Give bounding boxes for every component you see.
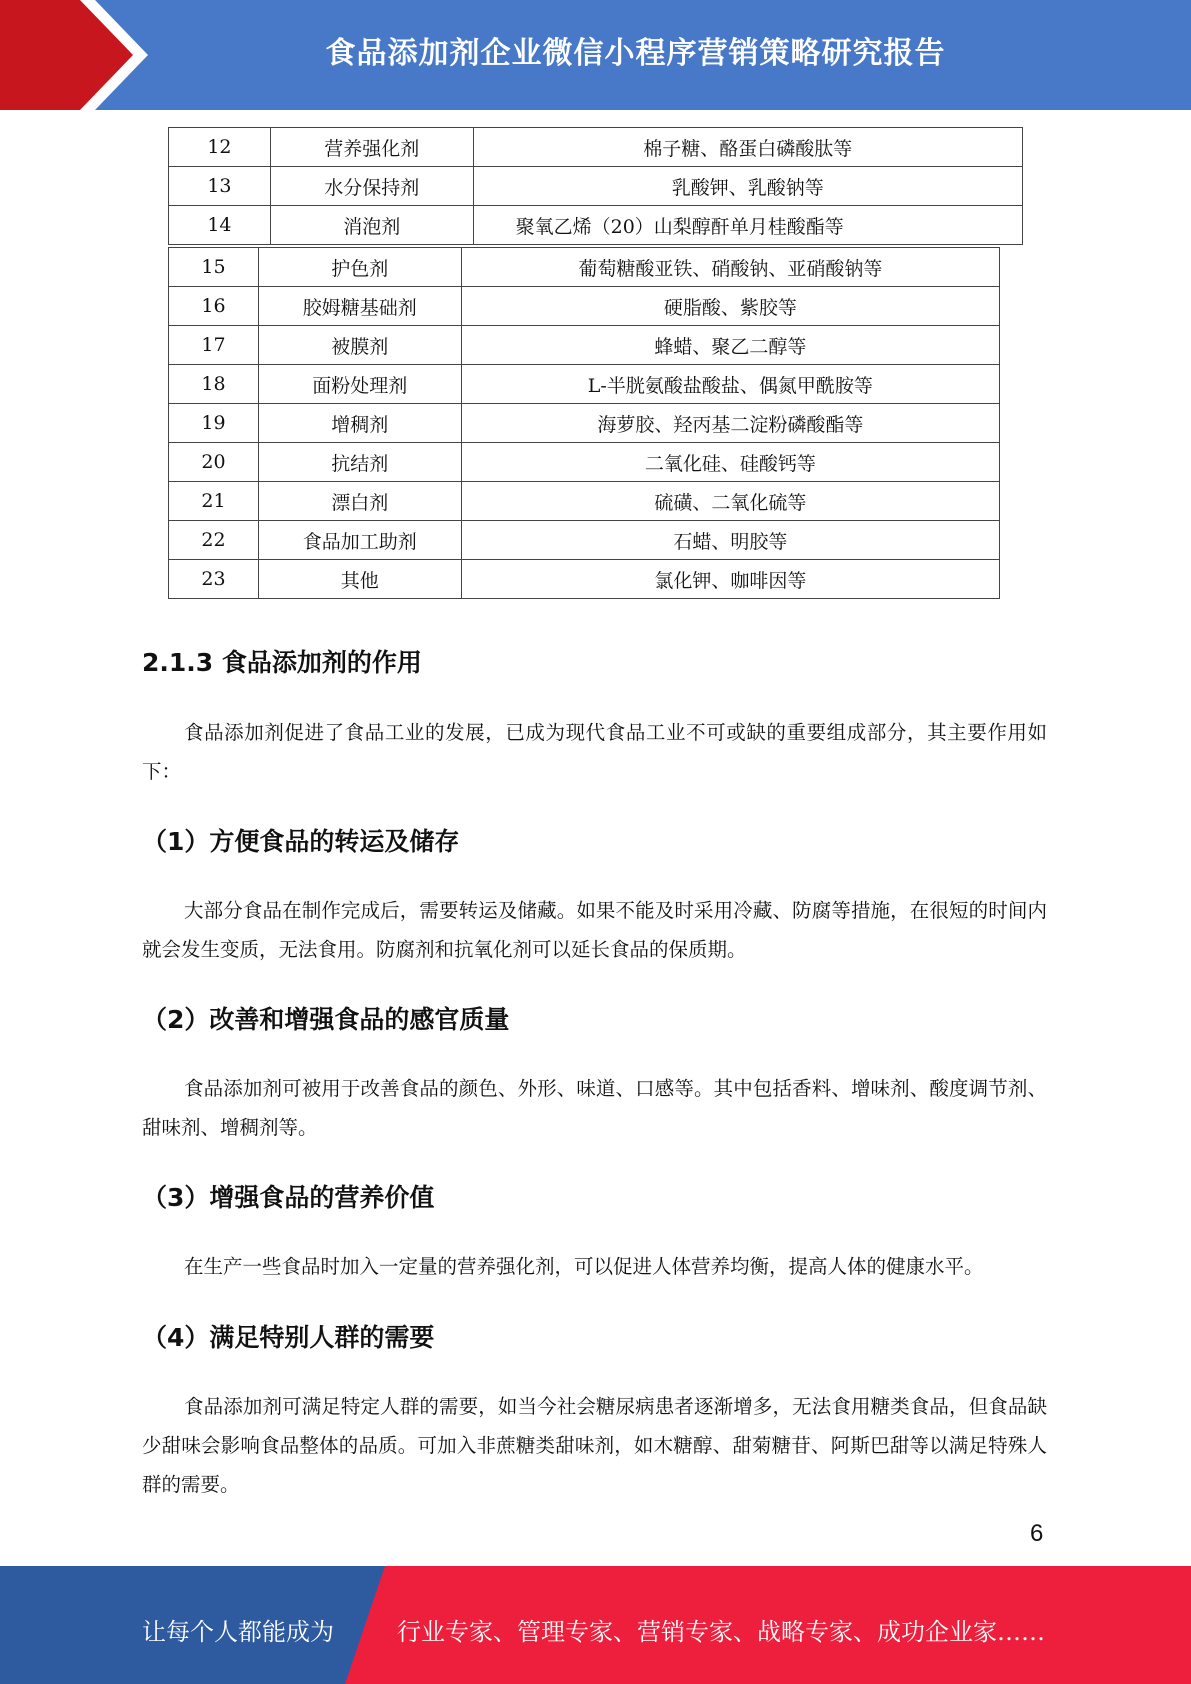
additive-category: 漂白剂 bbox=[258, 482, 461, 521]
additive-category: 被膜剂 bbox=[258, 326, 461, 365]
row-number: 23 bbox=[169, 560, 259, 599]
row-number: 22 bbox=[169, 521, 259, 560]
paragraph-sensory-quality: 食品添加剂可被用于改善食品的颜色、外形、味道、口感等。其中包括香料、增味剂、酸度调节剂、甜味剂、增稠剂等。 bbox=[142, 1077, 1047, 1139]
intro-paragraph: 食品添加剂促进了食品工业的发展，已成为现代食品工业不可或缺的重要组成部分，其主要作用如下： bbox=[142, 721, 1047, 783]
footer-slogan-left: 让每个人都能成为 bbox=[142, 1618, 334, 1646]
additive-examples: 石蜡、明胶等 bbox=[461, 521, 999, 560]
additive-examples: 硫磺、二氧化硫等 bbox=[461, 482, 999, 521]
row-number: 18 bbox=[169, 365, 259, 404]
additive-examples: 聚氧乙烯（20）山梨醇酐单月桂酸酯等 bbox=[473, 206, 1022, 245]
row-number: 21 bbox=[169, 482, 259, 521]
additive-examples: 乳酸钾、乳酸钠等 bbox=[473, 167, 1022, 206]
additive-examples: 海萝胶、羟丙基二淀粉磷酸酯等 bbox=[461, 404, 999, 443]
table-row bbox=[169, 206, 1023, 245]
table-row bbox=[169, 128, 1023, 167]
row-number: 15 bbox=[169, 248, 259, 287]
additive-category: 抗结剂 bbox=[258, 443, 461, 482]
additive-table-part-a bbox=[168, 127, 1023, 245]
subheading-nutrition: （3）增强食品的营养价值 bbox=[142, 1183, 435, 1212]
additive-category: 消泡剂 bbox=[270, 206, 473, 245]
subheading-special-groups: （4）满足特别人群的需要 bbox=[142, 1323, 435, 1352]
table-row bbox=[169, 404, 1000, 443]
additive-category: 食品加工助剂 bbox=[258, 521, 461, 560]
table-row bbox=[169, 287, 1000, 326]
row-number: 14 bbox=[169, 206, 271, 245]
subheading-sensory-quality: （2）改善和增强食品的感官质量 bbox=[142, 1005, 510, 1034]
paragraph-nutrition: 在生产一些食品时加入一定量的营养强化剂，可以促进人体营养均衡，提高人体的健康水平。 bbox=[184, 1255, 984, 1278]
row-number: 20 bbox=[169, 443, 259, 482]
additive-category: 增稠剂 bbox=[258, 404, 461, 443]
additive-examples: L-半胱氨酸盐酸盐、偶氮甲酰胺等 bbox=[461, 365, 999, 404]
table-row bbox=[169, 326, 1000, 365]
table-row bbox=[169, 365, 1000, 404]
table-row bbox=[169, 482, 1000, 521]
row-number: 12 bbox=[169, 128, 271, 167]
document-title: 食品添加剂企业微信小程序营销策略研究报告 bbox=[325, 36, 946, 71]
table-row bbox=[169, 248, 1000, 287]
additive-category: 水分保持剂 bbox=[270, 167, 473, 206]
paragraph-special-groups: 食品添加剂可满足特定人群的需要，如当今社会糖尿病患者逐渐增多，无法食用糖类食品，但食品缺少甜味会影响食品整体的品质。可加入非蔗糖类甜味剂，如木糖醇、甜菊糖苷、阿斯巴甜等以满足特殊人群的需要。 bbox=[142, 1395, 1047, 1496]
row-number: 13 bbox=[169, 167, 271, 206]
page-header bbox=[0, 0, 1191, 110]
table-row bbox=[169, 521, 1000, 560]
additive-examples: 硬脂酸、紫胶等 bbox=[461, 287, 999, 326]
additive-table-part-b bbox=[168, 247, 1000, 599]
row-number: 19 bbox=[169, 404, 259, 443]
table-row bbox=[169, 443, 1000, 482]
page-footer bbox=[0, 1566, 1191, 1684]
table-row bbox=[169, 560, 1000, 599]
subheading-transport-storage: （1）方便食品的转运及储存 bbox=[142, 827, 460, 856]
row-number: 16 bbox=[169, 287, 259, 326]
additive-category: 营养强化剂 bbox=[270, 128, 473, 167]
additive-category: 面粉处理剂 bbox=[258, 365, 461, 404]
additive-examples: 蜂蜡、聚乙二醇等 bbox=[461, 326, 999, 365]
additive-examples: 棉子糖、酪蛋白磷酸肽等 bbox=[473, 128, 1022, 167]
additive-examples: 氯化钾、咖啡因等 bbox=[461, 560, 999, 599]
additive-category: 护色剂 bbox=[258, 248, 461, 287]
additive-examples: 葡萄糖酸亚铁、硝酸钠、亚硝酸钠等 bbox=[461, 248, 999, 287]
additive-examples: 二氧化硅、硅酸钙等 bbox=[461, 443, 999, 482]
row-number: 17 bbox=[169, 326, 259, 365]
section-heading: 2.1.3 食品添加剂的作用 bbox=[142, 648, 422, 677]
footer-slogan-right: 行业专家、管理专家、营销专家、战略专家、成功企业家…… bbox=[397, 1618, 1045, 1646]
paragraph-transport-storage: 大部分食品在制作完成后，需要转运及储藏。如果不能及时采用冷藏、防腐等措施，在很短的时间内就会发生变质，无法食用。防腐剂和抗氧化剂可以延长食品的保质期。 bbox=[142, 899, 1047, 961]
table-row bbox=[169, 167, 1023, 206]
page-number: 6 bbox=[1030, 1520, 1044, 1547]
additive-category: 其他 bbox=[258, 560, 461, 599]
additive-category: 胶姆糖基础剂 bbox=[258, 287, 461, 326]
